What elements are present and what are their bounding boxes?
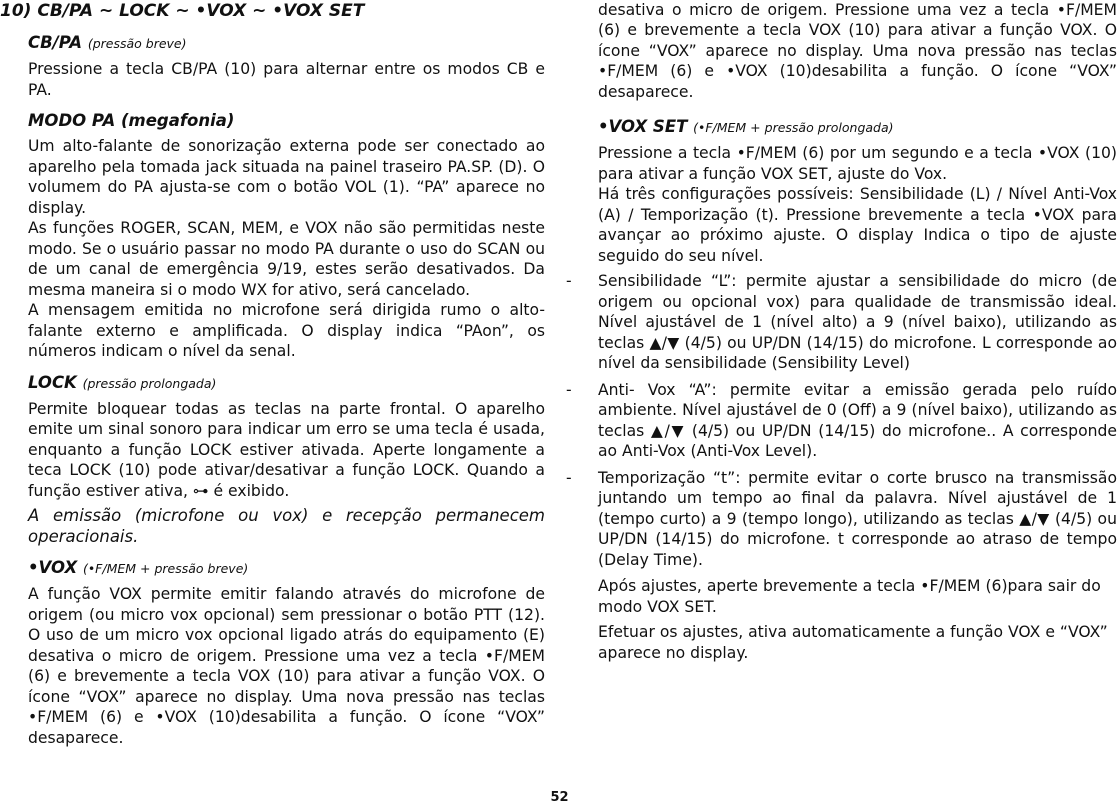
voxset-text-1: Pressione a tecla •F/MEM (6) por um segundo e a tecla •VOX (10) para ativar a função VOX SET, ajuste do Vox. bbox=[598, 144, 1117, 183]
voxset-note: (•F/MEM + pressão prolongada) bbox=[693, 120, 894, 135]
voxset-heading bbox=[598, 116, 1117, 138]
modo-pa-text-1: Um alto-falante de sonorização externa pode ser conectado ao aparelho pela tomada jack situada na painel traseiro PA.SP. (D). O volumem do PA ajusta-se com o botão VOL (1). “PA” aparece no display. bbox=[28, 137, 545, 217]
modo-pa-text-3: A mensagem emitida no microfone será dirigida rumo o alto-falante externo e amplificada. O display indica “PAon”, os números indicam o nível da senal. bbox=[28, 301, 545, 360]
cbpa-note: (pressão breve) bbox=[87, 36, 187, 51]
modo-pa-heading: MODO PA (megafonia) bbox=[28, 111, 235, 130]
voxset-item-delay: - Temporização “t”: permite evitar o corte brusco na transmissão juntando um tempo ao final da palavra. Nível ajustável de 1 (tempo curto) a 9 (tempo longo), utilizando as teclas ▲/▼ (4/5) ou UP/DN (14/15) do microfone. t corresponde ao atraso de tempo (Delay Time). bbox=[598, 468, 1117, 571]
cbpa-heading bbox=[28, 32, 545, 54]
vox-text-overflow: desativa o micro de origem. Pressione uma vez a tecla •F/MEM (6) e brevemente a tecla VOX (10) para ativar a função VOX. O ícone “VOX” aparece no display. Uma nova pressão nas teclas •F/MEM (6) e •VOX (10)desabilita a função. O ícone “VOX” desaparece. bbox=[598, 0, 1117, 101]
lock-heading bbox=[28, 372, 545, 394]
voxset-item-sensitivity: - Sensibilidade “L”: permite ajustar a sensibilidade do micro (de origem ou opcional vox) para qualidade de transmissão ideal. Nível ajustável de 1 (nível alto) a 9 (nível baixo), utilizando as teclas ▲/▼ (4/5) ou UP/DN (14/15) do microfone. L corresponde ao nível da sensibilidade (Sensibility Level) bbox=[598, 271, 1117, 374]
voxset-text-2: Há três configurações possíveis: Sensibilidade (L) / Nível Anti-Vox (A) / Temporização (t). Pressione brevemente a tecla •VOX para avançar ao próximo ajuste. O display Indica o tipo de ajuste seguido do seu nível. bbox=[598, 185, 1117, 265]
lock-note: (pressão prolongada) bbox=[82, 375, 217, 391]
voxset-text-4: Efetuar os ajustes, ativa automaticamente a função VOX e “VOX” aparece no display. bbox=[598, 623, 1108, 662]
right-column bbox=[598, 0, 1117, 668]
cbpa-block bbox=[0, 32, 545, 747]
modo-pa-text-2: As funções ROGER, SCAN, MEM, e VOX não são permitidas neste modo. Se o usuário passar no modo PA durante o uso do SCAN ou de um canal de emergência 9/19, estes serão desativados. Da mesma maneira si o modo WX for ativo, será cancelado. bbox=[28, 219, 545, 299]
page-number: 52 bbox=[550, 790, 569, 805]
vox-text: A função VOX permite emitir falando através do microfone de origem (ou micro vox opcional) sem pressionar o botão PTT (12). O uso de um micro vox opcional ligado atrás do equipamento (E) desativa o micro de origem. Pressione uma vez a tecla •F/MEM (6) e brevemente a tecla VOX (10) para ativar a função VOX. O ícone “VOX” aparece no display. Uma nova pressão nas teclas •F/MEM (6) e •VOX (10)desabilita a função. O ícone “VOX” desaparece. bbox=[28, 585, 545, 747]
vox-text-continued bbox=[598, 0, 1117, 102]
voxset-heading-text: •VOX SET bbox=[598, 117, 688, 136]
voxset-item-antivox: - Anti- Vox “A”: permite evitar a emissão gerada pelo ruído ambiente. Nível ajustável de 0 (Off) a 9 (nível baixo), utilizando as teclas ▲/▼ (4/5) ou UP/DN (14/15) do microfone.. A corresponde ao Anti-Vox (Anti-Vox Level). bbox=[598, 380, 1117, 462]
lock-heading-text: LOCK bbox=[28, 372, 77, 392]
voxset-text-3: Após ajustes, aperte brevemente a tecla •F/MEM (6)para sair do modo VOX SET. bbox=[598, 577, 1101, 616]
lock-text: Permite bloquear todas as teclas na parte frontal. O aparelho emite um sinal sonoro para indicar um erro se uma tecla é usada, enquanto a função LOCK estiver ativada. Aperte longamente a teca LOCK (10) pode ativar/desativar a função LOCK. Quando a função estiver ativa, ⊶ é exibido. bbox=[28, 399, 545, 500]
left-column bbox=[0, 0, 545, 747]
lock-italic-text: A emissão (microfone ou vox) e recepção permanecem operacionais. bbox=[28, 506, 545, 546]
section-title: 10) CB/PA ~ LOCK ~ •VOX ~ •VOX SET bbox=[0, 1, 365, 21]
vox-heading-text: •VOX bbox=[28, 558, 78, 577]
vox-heading bbox=[28, 557, 545, 579]
cbpa-text: Pressione a tecla CB/PA (10) para alternar entre os modos CB e PA. bbox=[28, 60, 545, 99]
cbpa-heading-text: CB/PA bbox=[28, 33, 83, 52]
vox-note: (•F/MEM + pressão breve) bbox=[82, 561, 249, 576]
